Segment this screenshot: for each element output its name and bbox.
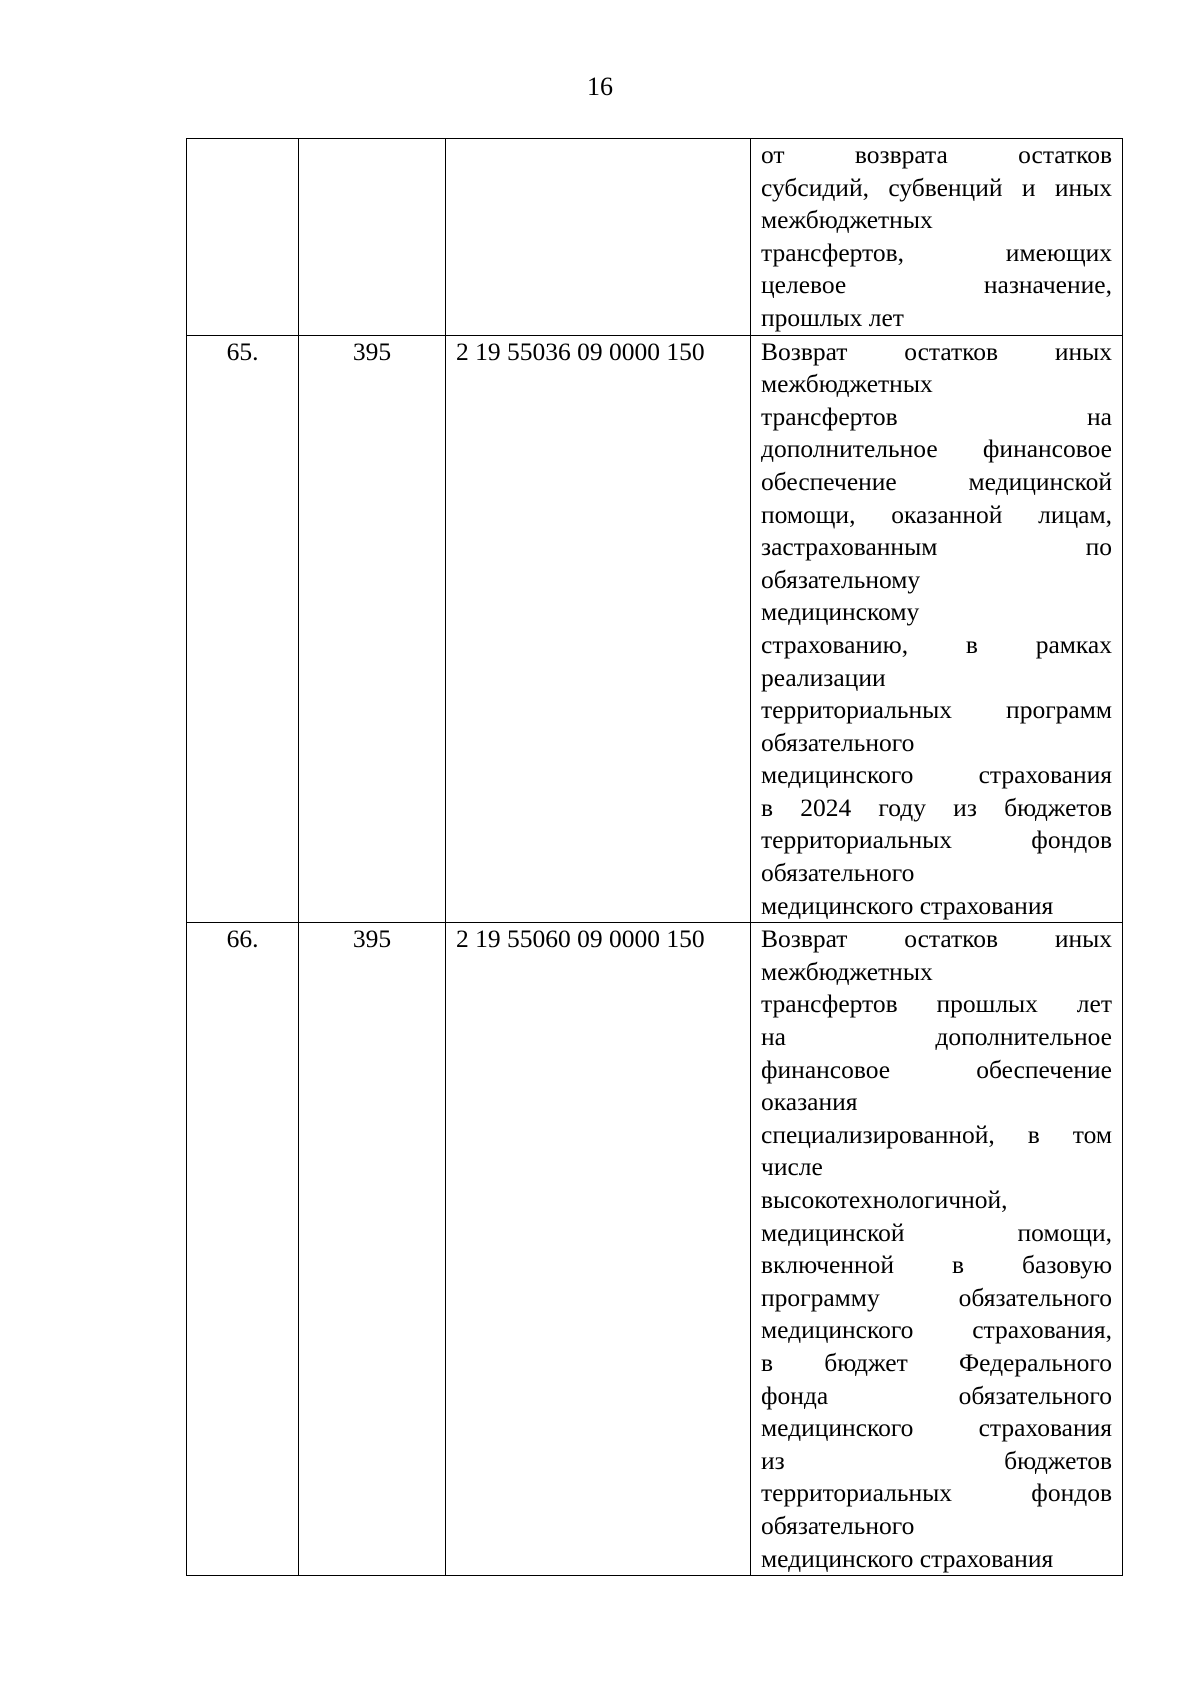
description-line: застрахованным по [761, 532, 1112, 562]
description-line: территориальных программ [761, 695, 1112, 725]
description-line: обеспечение медицинской [761, 466, 1112, 496]
description-line: на дополнительное [761, 1022, 1112, 1052]
budget-code-cell [446, 139, 751, 336]
description-line: медицинскому [761, 597, 920, 627]
description-cell [751, 335, 1123, 923]
description-line: трансфертов, имеющих [761, 237, 1112, 267]
description-line: дополнительное финансовое [761, 434, 1112, 464]
row-number-cell: 65. [187, 335, 299, 923]
description-line: финансовое обеспечение [761, 1054, 1112, 1084]
description-line: высокотехнологичной, [761, 1185, 1008, 1214]
table-row [187, 923, 1123, 1576]
administrator-code-cell: 395 [299, 923, 446, 1576]
description-line: медицинского страхования [761, 1413, 1112, 1443]
description-line: фонда обязательного [761, 1380, 1112, 1410]
description-line: целевое назначение, [761, 270, 1112, 300]
description-line: специализированной, в том [761, 1119, 1112, 1149]
description-line: реализации [761, 662, 886, 692]
table-body [187, 139, 1123, 1576]
description-line: трансфертов на [761, 401, 1112, 431]
description-line: межбюджетных [761, 369, 933, 399]
budget-code-cell: 2 19 55060 09 0000 150 [446, 923, 751, 1576]
table-row [187, 139, 1123, 336]
description-line: медицинского страхования [761, 760, 1112, 790]
row-number-cell: 66. [187, 923, 299, 1576]
table-row [187, 335, 1123, 923]
description-line: медицинской помощи, [761, 1217, 1112, 1247]
description-line: обязательному [761, 564, 921, 594]
description-line: Возврат остатков иных [761, 924, 1112, 954]
description-line: медицинского страхования, [761, 1315, 1112, 1345]
budget-classification-table [186, 138, 1123, 1576]
description-line: медицинского страхования [761, 1543, 1054, 1573]
description-line: субсидий, субвенций и иных [761, 172, 1112, 202]
description-line: программу обязательного [761, 1282, 1112, 1312]
row-number-cell [187, 139, 299, 336]
administrator-code-cell [299, 139, 446, 336]
budget-code-cell: 2 19 55036 09 0000 150 [446, 335, 751, 923]
description-line: территориальных фондов [761, 825, 1112, 855]
description-line: в бюджет Федерального [761, 1347, 1112, 1377]
description-line: Возврат остатков иных [761, 336, 1112, 366]
description-cell [751, 139, 1123, 336]
description-line: оказания [761, 1087, 858, 1117]
description-line: прошлых лет [761, 302, 904, 332]
description-line: межбюджетных [761, 205, 933, 235]
description-line: обязательного [761, 727, 915, 757]
description-line: включенной в базовую [761, 1250, 1112, 1280]
description-line: трансфертов прошлых лет [761, 989, 1112, 1019]
description-line: помощи, оказанной лицам, [761, 499, 1112, 529]
description-line: обязательного [761, 858, 915, 888]
description-line: территориальных фондов [761, 1478, 1112, 1508]
description-line: в 2024 году из бюджетов [761, 792, 1112, 822]
description-line: межбюджетных [761, 956, 933, 986]
description-cell [751, 923, 1123, 1576]
description-line: от возврата остатков [761, 140, 1112, 169]
page-number: 16 [587, 72, 613, 101]
description-line: числе [761, 1152, 823, 1182]
description-line: медицинского страхования [761, 890, 1054, 920]
description-line: страхованию, в рамках [761, 629, 1112, 659]
description-line: обязательного [761, 1510, 915, 1540]
description-line: из бюджетов [761, 1445, 1112, 1475]
administrator-code-cell: 395 [299, 335, 446, 923]
